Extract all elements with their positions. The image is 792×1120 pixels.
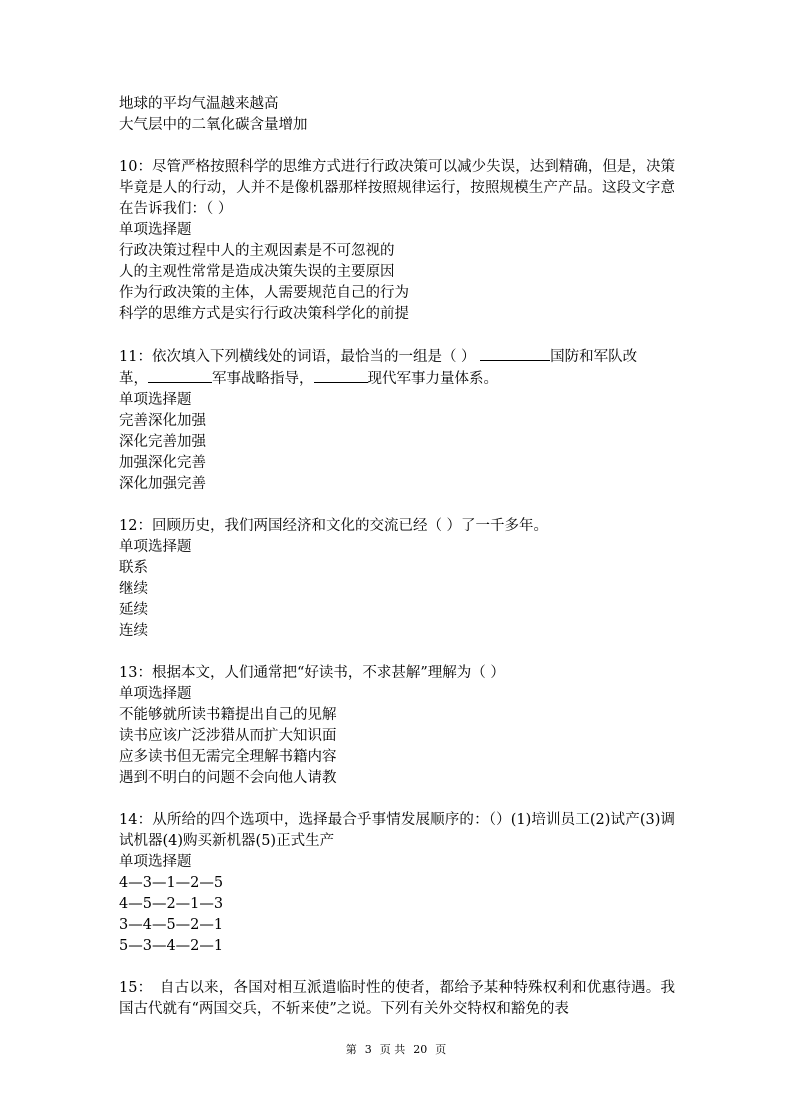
option-item[interactable]: 联系: [119, 560, 148, 576]
stem-text: 现代军事力量体系。: [367, 371, 498, 387]
stem-text: 国防和军队改: [550, 349, 638, 365]
option-item[interactable]: 连续: [119, 623, 148, 639]
question-12: [119, 516, 675, 642]
intro-line: 大气层中的二氧化碳含量增加: [119, 117, 308, 133]
question-type: 单项选择题: [119, 222, 192, 238]
page-content: [119, 94, 675, 1020]
question-type: 单项选择题: [119, 392, 192, 408]
option-item[interactable]: 读书应该广泛涉猎从而扩大知识面: [119, 728, 337, 744]
option-item[interactable]: 加强深化完善: [119, 455, 206, 471]
page-number: 3: [364, 1043, 372, 1056]
footer-middle: 页 共: [379, 1043, 406, 1056]
footer-suffix: 页: [435, 1043, 447, 1056]
option-item[interactable]: 3—4—5—2—1: [119, 917, 224, 933]
stem-text: 军事战略指导，: [212, 371, 314, 387]
question-stem: [119, 346, 675, 368]
question-type: 单项选择题: [119, 539, 192, 555]
question-13: [119, 663, 675, 789]
option-item[interactable]: 4—3—1—2—5: [119, 875, 224, 891]
option-item[interactable]: 科学的思维方式是实行行政决策科学化的前提: [119, 306, 409, 322]
stem-text: 革，: [119, 371, 148, 387]
question-10: [119, 157, 675, 325]
fill-blank: [314, 368, 368, 383]
question-stem: 15： 自古以来，各国对相互派遣临时性的使者，都给予某种特殊权利和优惠待遇。我国古代就有“两国交兵，不斩来使”之说。下列有关外交特权和豁免的表: [119, 980, 675, 1017]
question-stem: 10：尽管严格按照科学的思维方式进行行政决策可以减少失误，达到精确，但是，决策毕竟是人的行动，人并不是像机器那样按照规律运行，按照规模生产产品。这段文字意在告诉我们：（ ）: [119, 159, 675, 217]
question-stem-cont: [119, 368, 675, 390]
option-item[interactable]: 作为行政决策的主体，人需要规范自己的行为: [119, 285, 409, 301]
option-item[interactable]: 深化加强完善: [119, 476, 206, 492]
question-15: [119, 978, 675, 1020]
intro-block: [119, 94, 675, 136]
option-item[interactable]: 行政决策过程中人的主观因素是不可忽视的: [119, 243, 395, 259]
option-item[interactable]: 继续: [119, 581, 148, 597]
option-item[interactable]: 应多读书但无需完全理解书籍内容: [119, 749, 337, 765]
page-footer: [0, 1041, 792, 1057]
question-type: 单项选择题: [119, 686, 192, 702]
option-item[interactable]: 人的主观性常常是造成决策失误的主要原因: [119, 264, 395, 280]
option-item[interactable]: 深化完善加强: [119, 434, 206, 450]
footer-prefix: 第: [345, 1043, 357, 1056]
fill-blank: [148, 368, 212, 383]
option-item[interactable]: 延续: [119, 602, 148, 618]
question-14: [119, 810, 675, 957]
option-item[interactable]: 遇到不明白的问题不会向他人请教: [119, 770, 337, 786]
question-stem: 14：从所给的四个选项中，选择最合乎事情发展顺序的：（）(1)培训员工(2)试产(3)调试机器(4)购买新机器(5)正式生产: [119, 812, 675, 849]
question-stem: 13：根据本文，人们通常把“好读书，不求甚解”理解为（ ）: [119, 665, 505, 681]
total-pages: 20: [413, 1043, 428, 1056]
option-item[interactable]: 5—3—4—2—1: [119, 938, 224, 954]
question-11: [119, 346, 675, 495]
question-stem: 12：回顾历史，我们两国经济和文化的交流已经（ ）了一千多年。: [119, 518, 549, 534]
stem-text: 11：依次填入下列横线处的词语，最恰当的一组是（ ）: [119, 349, 476, 365]
option-item[interactable]: 4—5—2—1—3: [119, 896, 224, 912]
intro-line: 地球的平均气温越来越高: [119, 96, 279, 112]
option-item[interactable]: 不能够就所读书籍提出自己的见解: [119, 707, 337, 723]
question-type: 单项选择题: [119, 854, 192, 870]
option-item[interactable]: 完善深化加强: [119, 413, 206, 429]
fill-blank: [480, 346, 550, 361]
